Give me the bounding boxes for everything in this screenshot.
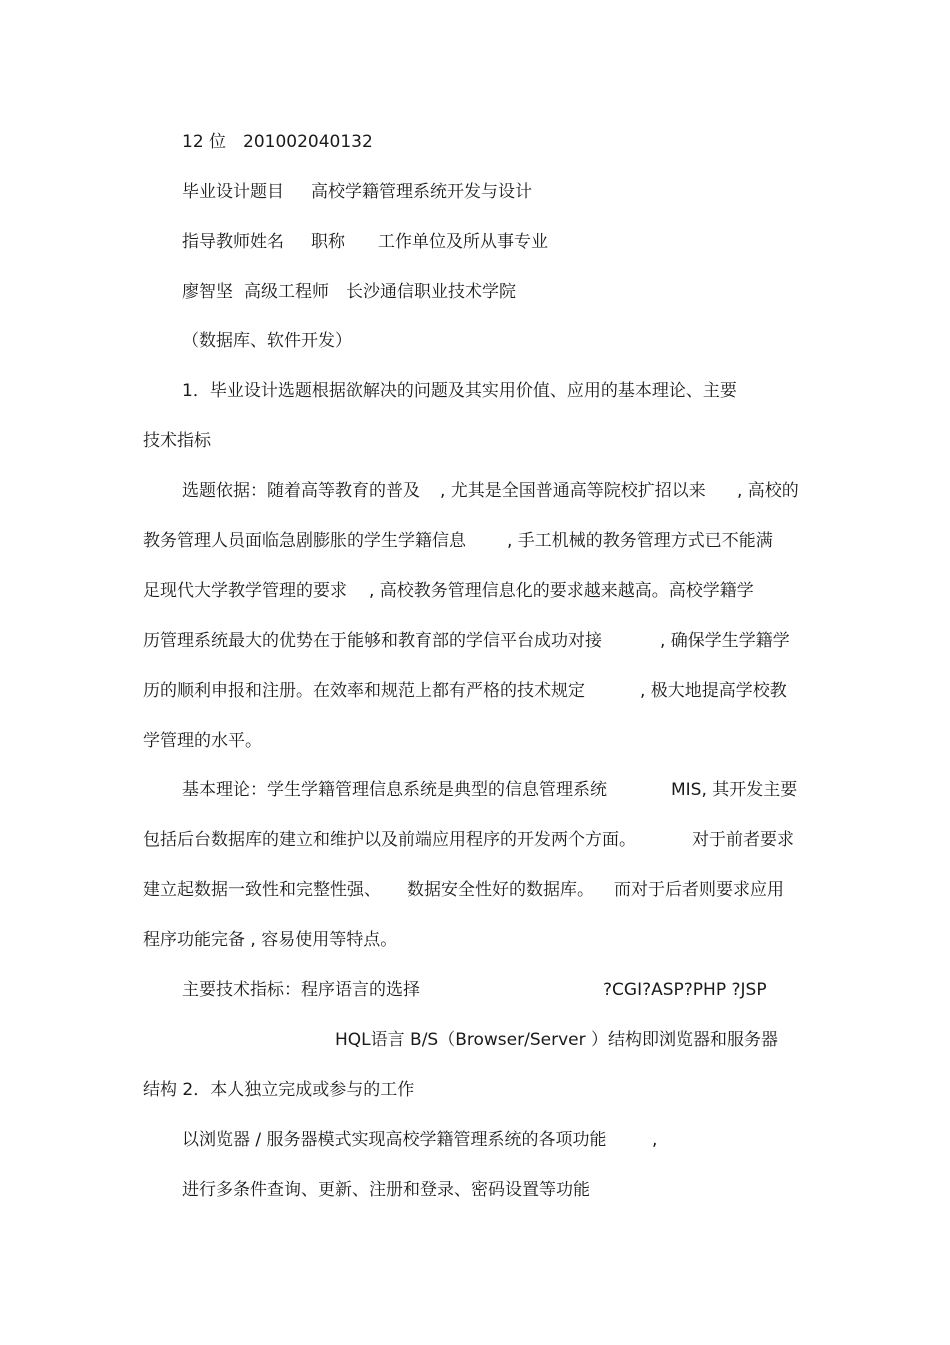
text-segment: 教务管理人员面临急剧膨胀的学生学籍信息 xyxy=(143,531,466,551)
paragraph-line xyxy=(0,679,950,703)
advisor-name: 廖智坚 xyxy=(182,282,233,302)
student-id-line xyxy=(0,130,950,154)
paragraph-line xyxy=(0,529,950,553)
paragraph-line xyxy=(0,629,950,653)
paragraph-line xyxy=(0,1028,950,1052)
paragraph-line xyxy=(0,828,950,852)
text-segment: 选题依据：随着高等教育的普及 xyxy=(182,481,420,501)
text-segment: MIS, 其开发主要 xyxy=(671,780,798,800)
text-segment: 足现代大学教学管理的要求 xyxy=(143,581,347,601)
thesis-title-label: 毕业设计题目 xyxy=(182,182,284,202)
advisor-header-line xyxy=(0,230,950,254)
advisor-specialty: （数据库、软件开发） xyxy=(182,331,352,351)
text-segment: 以浏览器 / 服务器模式实现高校学籍管理系统的各项功能 xyxy=(182,1130,607,1150)
text-segment: , 高校的 xyxy=(737,481,799,501)
text-segment: , xyxy=(652,1130,658,1150)
paragraph-line xyxy=(0,479,950,503)
section-1-heading xyxy=(0,379,950,403)
section-2-heading xyxy=(0,1078,950,1102)
student-id-label: 12 位 xyxy=(182,132,227,152)
paragraph-line xyxy=(0,878,950,902)
advisor-unit: 长沙通信职业技术学院 xyxy=(346,282,516,302)
text-segment: 主要技术指标：程序语言的选择 xyxy=(182,980,420,1000)
text-segment: 程序功能完备 , 容易使用等特点。 xyxy=(143,930,398,950)
text-segment: , 确保学生学籍学 xyxy=(660,631,790,651)
paragraph-line xyxy=(0,978,950,1002)
text-segment: 历的顺利申报和注册。在效率和规范上都有严格的技术规定 xyxy=(143,681,585,701)
text-segment: , 尤其是全国普通高等院校扩招以来 xyxy=(440,481,706,501)
text-segment: 包括后台数据库的建立和维护以及前端应用程序的开发两个方面。 xyxy=(143,830,636,850)
text-segment: 学管理的水平。 xyxy=(143,731,262,751)
paragraph-line xyxy=(0,928,950,952)
text-segment: , 手工机械的教务管理方式已不能满 xyxy=(507,531,773,551)
section-2-heading-text: 结构 2．本人独立完成或参与的工作 xyxy=(143,1080,415,1100)
advisor-unit-header: 工作单位及所从事专业 xyxy=(378,232,548,252)
advisor-title: 高级工程师 xyxy=(244,282,329,302)
advisor-name-header: 指导教师姓名 xyxy=(182,232,284,252)
paragraph-line xyxy=(0,579,950,603)
paragraph-line xyxy=(0,1128,950,1152)
text-segment: HQL语言 B/S（Browser/Server ）结构即浏览器和服务器 xyxy=(335,1030,778,1050)
advisor-info-line xyxy=(0,280,950,304)
text-segment: , 高校教务管理信息化的要求越来越高。高校学籍学 xyxy=(369,581,754,601)
advisor-title-header: 职称 xyxy=(311,232,345,252)
section-1-heading-cont-text: 技术指标 xyxy=(143,431,211,451)
paragraph-line xyxy=(0,1178,950,1202)
text-segment: ?CGI?ASP?PHP ?JSP xyxy=(603,980,767,1000)
thesis-title-value: 高校学籍管理系统开发与设计 xyxy=(311,182,532,202)
text-segment: 数据安全性好的数据库。 xyxy=(407,880,594,900)
paragraph-line xyxy=(0,729,950,753)
paragraph-line xyxy=(0,778,950,802)
section-1-heading-cont xyxy=(0,429,950,453)
section-1-heading-text: 1．毕业设计选题根据欲解决的问题及其实用价值、应用的基本理论、主要 xyxy=(182,381,737,401)
text-segment: 对于前者要求 xyxy=(692,830,794,850)
text-segment: 建立起数据一致性和完整性强、 xyxy=(143,880,381,900)
text-segment: 而对于后者则要求应用 xyxy=(614,880,784,900)
text-segment: 历管理系统最大的优势在于能够和教育部的学信平台成功对接 xyxy=(143,631,602,651)
advisor-specialty-line xyxy=(0,329,950,353)
thesis-title-line xyxy=(0,180,950,204)
student-id-value: 201002040132 xyxy=(243,132,373,152)
text-segment: 进行多条件查询、更新、注册和登录、密码设置等功能 xyxy=(182,1180,590,1200)
text-segment: 基本理论：学生学籍管理信息系统是典型的信息管理系统 xyxy=(182,780,607,800)
text-segment: , 极大地提高学校教 xyxy=(640,681,787,701)
